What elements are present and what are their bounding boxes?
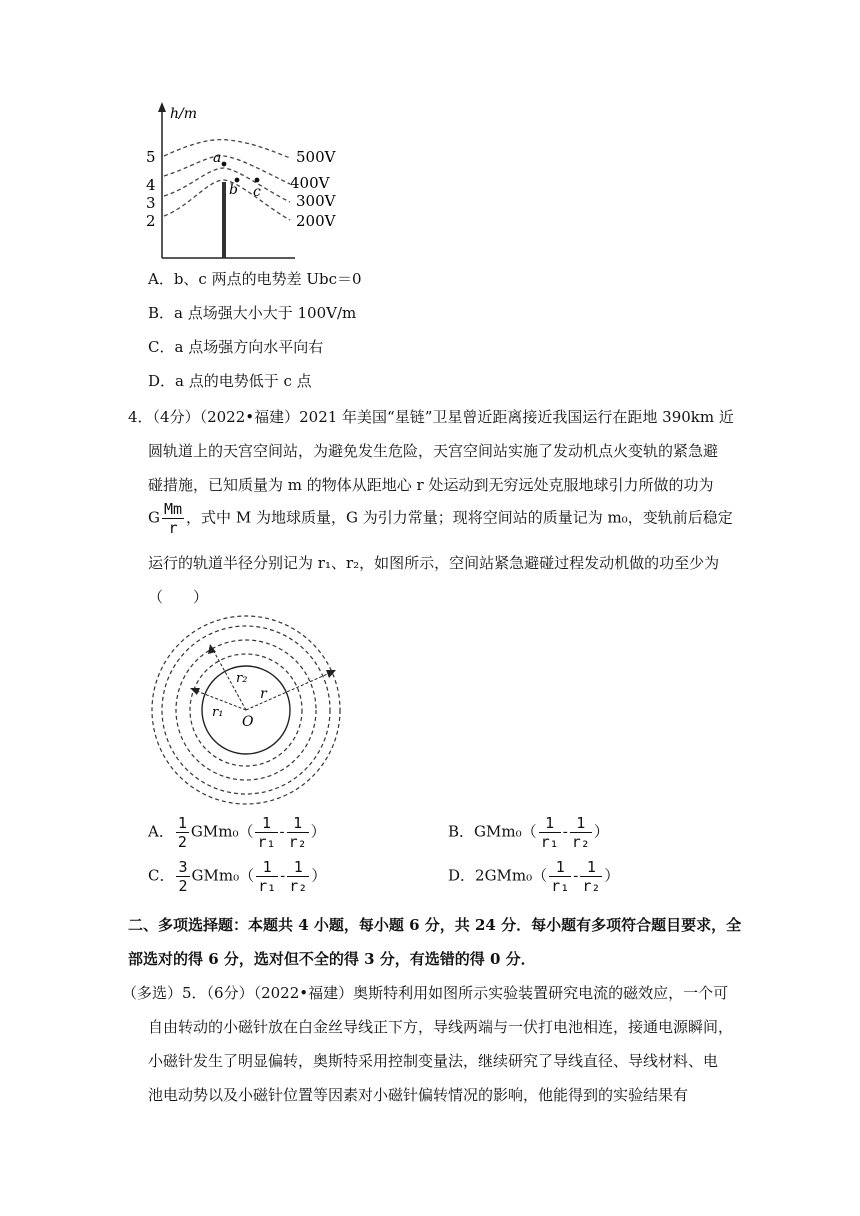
num: 1	[256, 858, 278, 877]
frac-1-r2	[287, 814, 309, 851]
coef-fraction	[176, 858, 189, 895]
minus: -	[279, 822, 285, 841]
q3-option-d: D．a 点的电势低于 c 点	[148, 372, 312, 390]
tick-5: 5	[146, 148, 156, 166]
paren-left: （	[532, 866, 548, 885]
option-body: GMm₀	[474, 822, 522, 841]
formula-numerator: Mm	[163, 500, 183, 518]
coef-num: 1	[177, 814, 187, 832]
q3-option-b: B．a 点场强大小大于 100V/m	[148, 304, 357, 322]
minus: -	[562, 822, 568, 841]
q4-option-a	[148, 814, 326, 851]
coef-fraction	[176, 814, 189, 851]
option-letter: B．	[448, 822, 475, 841]
num: 1	[287, 814, 309, 833]
frac-1-r1	[255, 814, 277, 851]
q3-option-c: C．a 点场强方向水平向右	[148, 338, 324, 356]
den: r₂	[289, 877, 308, 895]
frac-1-r2	[570, 814, 592, 851]
paren-right: ）	[593, 822, 609, 841]
formula-denominator: r	[168, 519, 178, 537]
q4-line3: 碰措施，已知质量为 m 的物体从距地心 r 处运动到无穷远处克服地球引力所做的功为	[148, 476, 714, 494]
frac-1-r1	[549, 858, 571, 895]
point-a-label: a	[213, 150, 222, 166]
den: r₁	[258, 877, 277, 895]
section2-heading-line1: 二、多项选择题：本题共 4 小题，每小题 6 分，共 24 分．每小题有多项符合题目要求，全	[128, 916, 742, 934]
tick-4: 4	[146, 176, 156, 194]
den: r₁	[551, 877, 570, 895]
option-body: 2GMm₀	[475, 866, 533, 885]
q5-line4: 池电动势以及小磁针位置等因素对小磁针偏转情况的影响，他能得到的实验结果有	[148, 1086, 689, 1104]
num: 1	[287, 858, 309, 877]
num: 1	[570, 814, 592, 833]
point-b-label: b	[229, 182, 238, 198]
q4-line1: 4．（4分）（2022•福建）2021 年美国“星链”卫星曾近距离接近我国运行在距地 390km 近	[128, 408, 734, 426]
coef-den: 2	[178, 877, 188, 895]
formula-prefix: G	[148, 508, 160, 527]
coef-den: 2	[177, 833, 187, 851]
q4-line4	[148, 500, 733, 537]
num: 1	[580, 858, 602, 877]
frac-1-r2	[580, 858, 602, 895]
num: 1	[549, 858, 571, 877]
tick-2: 2	[146, 212, 156, 230]
den: r₂	[288, 833, 307, 851]
paren-right: ）	[310, 822, 326, 841]
paren-left: （	[239, 866, 255, 885]
q4-line5: 运行的轨道半径分别记为 r₁、r₂，如图所示，空间站紧急避碰过程发动机做的功至少为	[148, 554, 720, 572]
section2-heading-line2: 部选对的得 6 分，选对但不全的得 3 分，有选错的得 0 分．	[128, 950, 536, 968]
option-body: GMm₀	[190, 822, 239, 841]
paren-right: ）	[604, 866, 620, 885]
q4-option-c	[148, 858, 326, 895]
label-300v: 300V	[296, 192, 336, 210]
frac-1-r1	[256, 858, 278, 895]
label-o: O	[242, 714, 254, 730]
label-r: r	[260, 686, 267, 702]
option-letter: C．	[148, 866, 175, 885]
q5-line3: 小磁针发生了明显偏转，奥斯特采用控制变量法，继续研究了导线直径、导线材料、电	[148, 1052, 719, 1070]
orbit-figure	[148, 612, 344, 808]
den: r₁	[540, 833, 559, 851]
label-r2: r₂	[236, 671, 248, 686]
label-400v: 400V	[290, 174, 330, 192]
option-letter: D．	[448, 866, 476, 885]
frac-1-r1	[539, 814, 561, 851]
formula-suffix: ，式中 M 为地球质量，G 为引力常量；现将空间站的质量记为 m₀，变轨前后稳定	[186, 508, 733, 527]
work-formula	[162, 500, 184, 537]
q4-option-b	[448, 814, 609, 851]
paren-left: （	[238, 822, 254, 841]
q4-line2: 圆轨道上的天宫空间站，为避免发生危险，天宫空间站实施了发动机点火变轨的紧急避	[148, 442, 719, 460]
den: r₂	[571, 833, 590, 851]
q5-line2: 自由转动的小磁针放在白金丝导线正下方，导线两端与一伏打电池相连，接通电源瞬间，	[148, 1018, 734, 1036]
q4-answer-paren: （ ）	[148, 588, 209, 606]
q4-option-d	[448, 858, 619, 895]
den: r₁	[257, 833, 276, 851]
q5-line1: （多选）5．（6分）（2022•福建）奥斯特利用如图所示实验装置研究电流的磁效应，一个可	[122, 984, 729, 1002]
option-body: GMm₀	[191, 866, 240, 885]
option-letter: A．	[148, 822, 174, 841]
paren-left: （	[521, 822, 537, 841]
den: r₂	[582, 877, 601, 895]
minus: -	[573, 866, 579, 885]
q3-option-a: A．b、c 两点的电势差 Ubc＝0	[148, 270, 362, 288]
equipotential-figure	[140, 98, 380, 263]
num: 1	[539, 814, 561, 833]
paren-right: ）	[311, 866, 327, 885]
frac-1-r2	[287, 858, 309, 895]
label-r1: r₁	[212, 705, 224, 720]
y-axis-label: h/m	[170, 106, 198, 122]
point-c-label: c	[253, 184, 261, 200]
minus: -	[280, 866, 286, 885]
tick-3: 3	[146, 194, 156, 212]
coef-num: 3	[178, 858, 188, 876]
label-200v: 200V	[296, 212, 336, 230]
label-500v: 500V	[296, 148, 336, 166]
num: 1	[255, 814, 277, 833]
